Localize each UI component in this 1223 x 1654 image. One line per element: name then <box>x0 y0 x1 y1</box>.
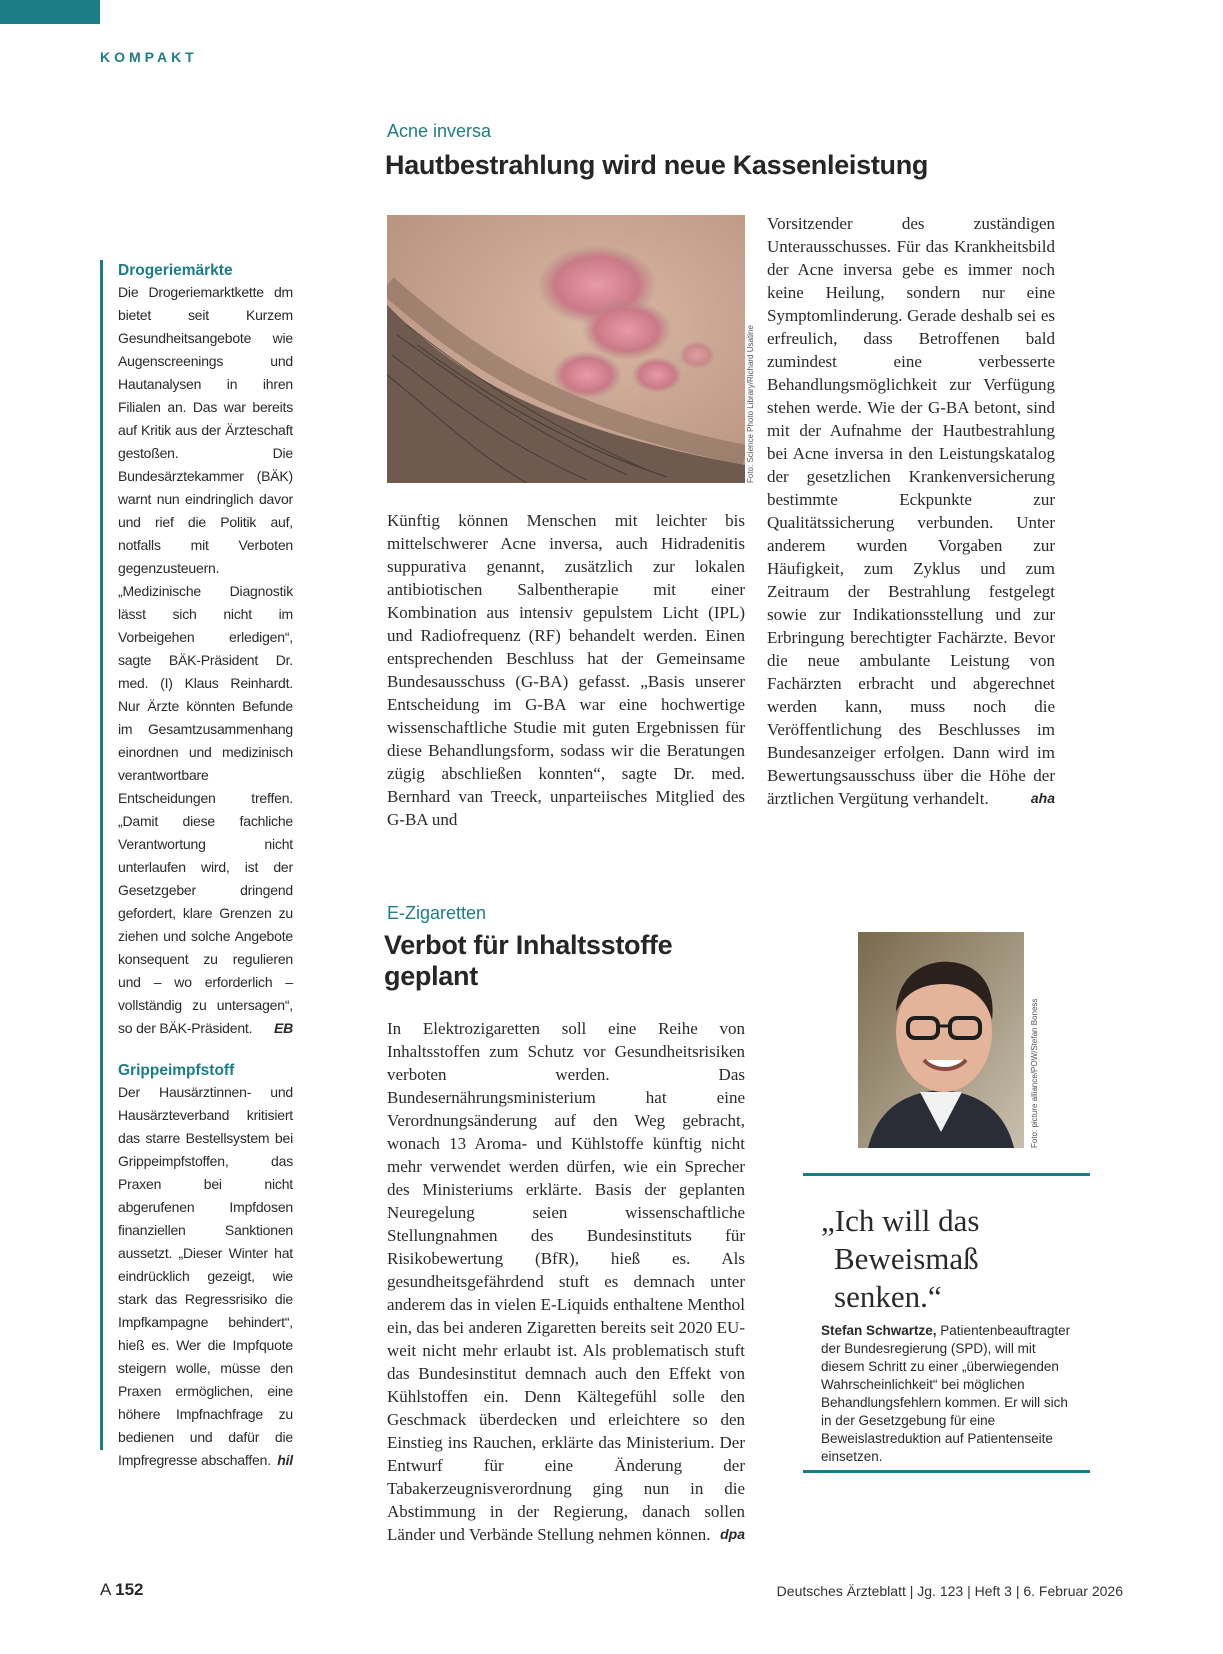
sidebar-text <box>118 1081 293 1472</box>
photo-credit: Foto: picture alliance/POW/Stefan Boness <box>1030 998 1039 1148</box>
sidebar-kicker: Drogeriemärkte <box>118 262 233 279</box>
author-signature: EB <box>273 1020 293 1036</box>
headline-line: geplant <box>384 961 478 991</box>
article-headline <box>384 930 744 992</box>
sidebar-item <box>118 260 293 1040</box>
sidebar-kicker: Grippeimpfstoff <box>118 1062 235 1079</box>
headline-line: Verbot für Inhaltsstoffe <box>384 930 673 960</box>
quote-caption-text: Patientenbeauftragter der Bundesregierung (SPD), will mit diesem Schritt zu einer „überwiegenden Wahrscheinlichkeit“ bei möglichen Behandlungsfehlern kommen. Er will sich in der Gesetzgebung für eine Beweislastreduktion auf Patientenseite einsetzen. <box>821 1323 1071 1464</box>
article-paragraph: Vorsitzender des zuständigen Unterausschusses. Für das Krankheitsbild der Acne inversa gebe es immer noch keine Heilung, sondern nur eine Symptomlinderung. Gerade deshalb sei es erfreulich, dass Betroffenen bald zumindest eine verbesserte Behandlungsmöglichkeit zur Verfügung stehen werde. Wie der G-BA betont, sind mit der Aufnahme der Hautbestrahlung bei Acne inversa in den Leistungskatalog der gesetzlichen Krankenversicherung bestimmte Eckpunkte zur Qualitätssicherung verbunden. Unter anderem wurden Vorgaben zur Häufigkeit, zum Zyklus und zum Zeitraum der Bestrahlung festgelegt sowie zur Indikationsstellung und zur Erbringung berechtigter Fachärzte. Bevor die neue ambulante Leistung von Fachärzten erbracht und abgerechnet werden kann, muss noch die Veröffentlichung des Beschlusses im Bundesanzeiger erfolgen. Dann wird im Bewertungsausschuss über die Höhe der ärztlichen Vergütung verhandelt. <box>767 214 1055 808</box>
page-number <box>100 1580 144 1600</box>
article-paragraph: Künftig können Menschen mit leichter bis mittelschwerer Acne inversa, auch Hidradenitis suppurativa genannt, zusätzlich zur lokalen antibiotischen Salbentherapie mit einer Kombination aus intensiv gepulstem Licht (IPL) und Radiofrequenz (RF) behandelt werden. Einen entsprechenden Beschluss hat der Gemeinsame Bundesausschuss (G-BA) gefasst. „Basis unserer Entscheidung im G-BA war eine hochwertige wissenschaftliche Studie mit guten Ergebnissen für diese Behandlungsform, sodass wir die Beratungen zügig abschließen konnten“, sagte Dr. med. Bernhard van Treeck, unparteiisches Mitglied des G-BA und <box>387 511 745 829</box>
article-body-column <box>387 509 745 831</box>
article-body-column <box>767 212 1055 810</box>
page-prefix: A <box>100 1580 111 1599</box>
author-signature: dpa <box>720 1526 745 1542</box>
article-kicker: Acne inversa <box>387 121 492 141</box>
article-kicker: E-Zigaretten <box>387 903 487 923</box>
article-paragraph: In Elektrozigaretten soll eine Reihe von Inhaltsstoffen zum Schutz vor Gesundheitsrisiken verboten werden. Das Bundesernährungsministerium hat eine Verordnungsänderung auf den Weg gebracht, wonach 13 Aroma- und Kühlstoffe künftig nicht mehr verwendet werden dürfen, wie ein Sprecher des Ministeriums erklärte. Basis der geplanten Neuregelung seien wissenschaftliche Stellungnahmen des Bundesinstituts für Risikobewertung (BfR), hieß es. Als gesundheitsgefährdend stuft es demnach unter anderem das in vielen E-Liquids enthaltene Menthol ein, das bei anderen Zigaretten bereits seit 2020 EU-weit nicht mehr erlaubt ist. Als problematisch stuft das Bundesinstitut demnach auch den Effekt von Kühlstoffen ein. Denn Kältegefühl solle den Geschmack überdecken und erleichtere so den Einstieg ins Rauchen, erklärte das Ministerium. Der Entwurf für eine Änderung der Tabakerzeugnisverordnung ging nun in die Abstimmung in der Regierung, danach sollen Länder und Verbände Stellung nehmen können. <box>387 1019 745 1544</box>
author-signature: aha <box>1030 790 1055 806</box>
article-headline: Hautbestrahlung wird neue Kassenleistung <box>385 150 929 180</box>
page-number-value: 152 <box>115 1580 144 1599</box>
sidebar-item <box>118 1060 293 1472</box>
portrait-photo <box>858 932 1024 1148</box>
quote-speaker: Stefan Schwartze, <box>821 1323 937 1338</box>
section-label: KOMPAKT <box>100 49 198 65</box>
quote-line: „Ich will das <box>821 1203 980 1238</box>
pull-quote <box>821 1202 1081 1316</box>
author-signature: hil <box>277 1452 293 1468</box>
sidebar-news <box>100 260 293 1468</box>
quote-line: senken.“ <box>834 1279 942 1314</box>
top-accent-bar <box>0 0 100 24</box>
article-body-column <box>387 1017 745 1546</box>
sidebar-text <box>118 281 293 1040</box>
quote-line: Beweismaß <box>834 1241 979 1276</box>
acne-skin-photo <box>387 215 745 483</box>
quote-box <box>803 1173 1090 1473</box>
photo-credit: Foto: Science Photo Library/Richard Usatine <box>746 325 755 483</box>
quote-caption <box>821 1322 1071 1466</box>
sidebar-paragraph: Die Drogeriemarktkette dm bietet seit Kurzem Gesundheitsangebote wie Augenscreenings und Hautanalysen in ihren Filialen an. Das war bereits auf Kritik aus der Ärzteschaft gestoßen. Die Bundesärztekammer (BÄK) warnt nun eindringlich davor und rief die Politik auf, notfalls mit Verboten gegenzusteuern. „Medizinische Diagnostik lässt sich nicht im Vorbeigehen erledigen“, sagte BÄK-Präsident Dr. med. (I) Klaus Reinhardt. Nur Ärzte könnten Befunde im Gesamtzusammenhang einordnen und medizinisch verantwortbare Entscheidungen treffen. „Damit diese fachliche Verantwortung nicht unterlaufen wird, ist der Gesetzgeber dringend gefordert, klare Grenzen zu ziehen und solche Angebote konsequent zu regulieren und – wo erforderlich – vollständig zu untersagen“, so der BÄK-Präsident. <box>118 284 293 1036</box>
journal-info: Deutsches Ärzteblatt | Jg. 123 | Heft 3 | 6. Februar 2026 <box>776 1583 1123 1599</box>
sidebar-paragraph: Der Hausärztinnen- und Hausärzteverband kritisiert das starre Bestellsystem bei Grippeimpfstoffen, das Praxen bei nicht abgerufenen Impfdosen finanziellen Sanktionen aussetzt. „Dieser Winter hat eindrücklich gezeigt, wie stark das Regressrisiko die Impfkampagne behindert“, hieß es. Wer die Impfquote steigern wolle, müsse den Praxen ermöglichen, eine höhere Impfnachfrage zu bedienen und dafür die Impfregresse abschaffen. <box>118 1084 293 1468</box>
